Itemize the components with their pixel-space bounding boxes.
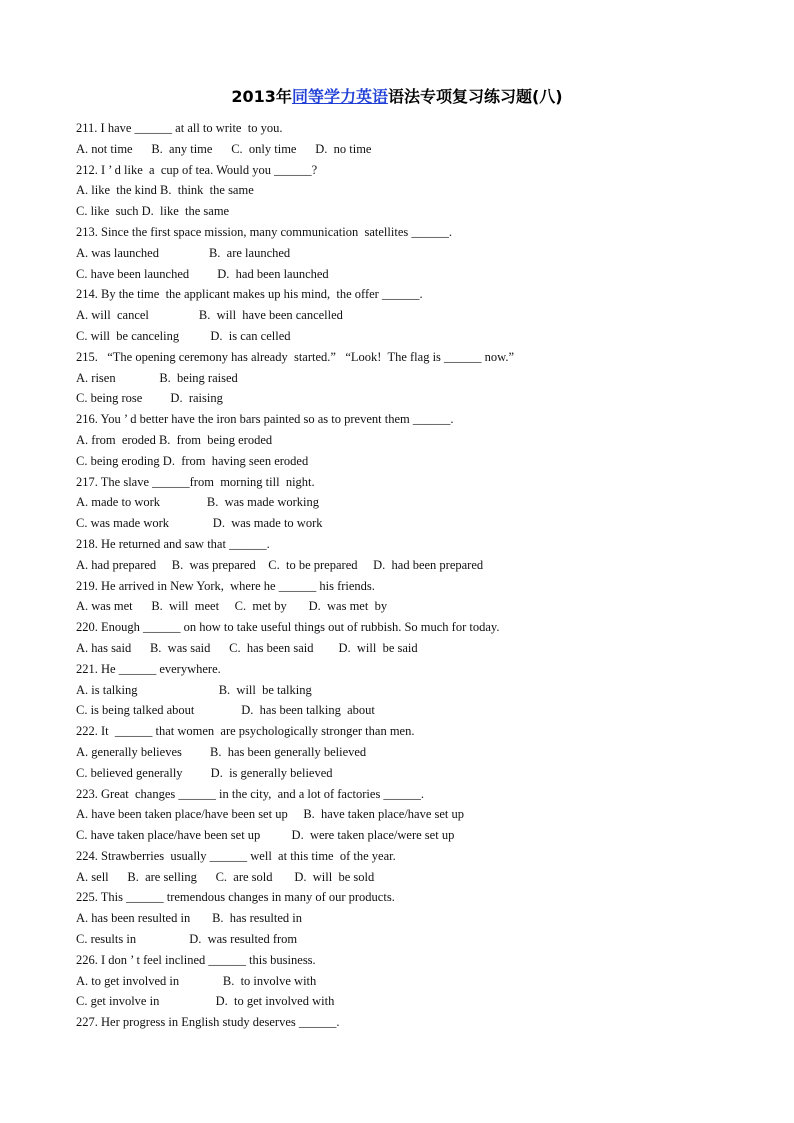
question-225: 225. This ______ tremendous changes in many of our products. — [76, 890, 395, 905]
options-217-ab: A. made to work B. was made working — [76, 495, 320, 510]
options-213-cd: C. have been launched D. had been launched — [76, 266, 329, 281]
options-212-ab: A. like the kind B. think the same — [76, 183, 254, 198]
options-220: A. has said B. was said C. has been said D. will be said — [76, 640, 418, 655]
question-227: 227. Her progress in English study deserves ______. — [76, 1015, 340, 1030]
options-221-ab: A. is talking B. will be talking — [76, 682, 312, 697]
question-211: 211. I have ______ at all to write to you. — [76, 121, 283, 135]
question-220: 220. Enough ______ on how to take useful things out of rubbish. So much for today. — [76, 620, 500, 635]
question-219: 219. He arrived in New York, where he ______ his friends. — [76, 578, 375, 593]
options-223-cd: C. have taken place/have been set up D. were taken place/were set up — [76, 828, 455, 843]
options-219: A. was met B. will meet C. met by D. was met by — [76, 599, 388, 614]
options-217-cd: C. was made work D. was made to work — [76, 516, 323, 531]
options-214-ab: A. will cancel B. will have been cancelled — [76, 308, 343, 323]
title-suffix: 语法专项复习练习题(八) — [387, 87, 563, 106]
options-225-cd: C. results in D. was resulted from — [76, 932, 298, 947]
options-212-cd: C. like such D. like the same — [76, 204, 230, 219]
question-217: 217. The slave ______from morning till night. — [76, 474, 315, 489]
options-221-cd: C. is being talked about D. has been talking about — [76, 703, 375, 718]
question-218: 218. He returned and saw that ______. — [76, 536, 270, 551]
question-213: 213. Since the first space mission, many communication satellites ______. — [76, 224, 452, 239]
options-213-ab: A. was launched B. are launched — [76, 245, 291, 260]
options-222-ab: A. generally believes B. has been generally believed — [76, 744, 367, 759]
question-214: 214. By the time the applicant makes up his mind, the offer ______. — [76, 287, 423, 302]
question-222: 222. It ______ that women are psychologically stronger than men. — [76, 724, 415, 739]
options-223-ab: A. have been taken place/have been set up B. have taken place/have set up — [76, 807, 465, 822]
title-prefix: 2013年 — [231, 87, 292, 106]
question-223: 223. Great changes ______ in the city, and a lot of factories ______. — [76, 786, 425, 801]
page-title — [0, 86, 794, 108]
options-216-cd: C. being eroding D. from having seen eroded — [76, 453, 309, 468]
question-221: 221. He ______ everywhere. — [76, 661, 221, 676]
question-226: 226. I don ’ t feel inclined ______ this business. — [76, 952, 316, 967]
options-218: A. had prepared B. was prepared C. to be prepared D. had been prepared — [76, 557, 484, 572]
options-216-ab: A. from eroded B. from being eroded — [76, 432, 273, 447]
options-215-ab: A. risen B. being raised — [76, 370, 238, 385]
question-215: 215. “The opening ceremony has already started.” “Look! The flag is ______ now.” — [76, 349, 515, 364]
options-224: A. sell B. are selling C. are sold D. will be sold — [76, 869, 375, 884]
question-216: 216. You ’ d better have the iron bars painted so as to prevent them ______. — [76, 412, 454, 427]
question-212: 212. I ’ d like a cup of tea. Would you ______? — [76, 162, 318, 177]
exercise-list — [76, 118, 756, 1033]
question-224: 224. Strawberries usually ______ well at this time of the year. — [76, 848, 396, 863]
options-215-cd: C. being rose D. raising — [76, 391, 223, 406]
options-226-ab: A. to get involved in B. to involve with — [76, 973, 317, 988]
title-link[interactable]: 同等学力英语 — [291, 87, 388, 106]
options-225-ab: A. has been resulted in B. has resulted in — [76, 911, 302, 926]
options-214-cd: C. will be canceling D. is can celled — [76, 328, 291, 343]
options-226-cd: C. get involve in D. to get involved with — [76, 994, 335, 1009]
options-222-cd: C. believed generally D. is generally believed — [76, 765, 333, 780]
options-211: A. not time B. any time C. only time D. no time — [76, 141, 372, 156]
